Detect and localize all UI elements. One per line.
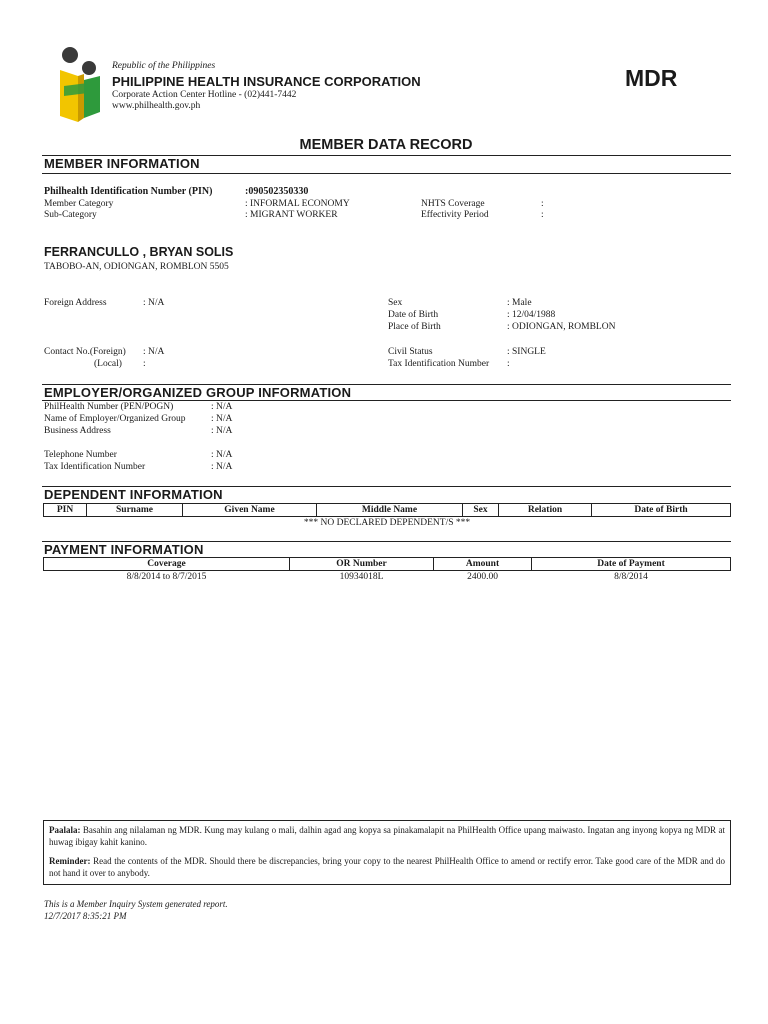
col-or-number: OR Number [290,558,434,571]
dependent-table [43,503,731,529]
sub-category-value: : MIGRANT WORKER [245,210,338,220]
table-row [44,517,731,529]
dob-label: Date of Birth [388,310,439,320]
employer-pen-value: : N/A [211,402,233,412]
telephone-value: : N/A [211,450,233,460]
pob-value: : ODIONGAN, ROMBLON [507,322,616,332]
payment-coverage: 8/8/2014 to 8/7/2015 [126,571,207,582]
reminder-text: Read the contents of the MDR. Should there be discrepancies, bring your copy to the nearest PhilHealth Office to amend or rectify error. Take good care of the MDR and do not hand it over to anybody. [49,856,725,878]
civil-status-label: Civil Status [388,347,433,357]
philhealth-logo [56,46,104,122]
col-coverage: Coverage [44,558,290,571]
paalala-label: Paalala: [49,825,81,835]
col-amount: Amount [434,558,532,571]
col-surname: Surname [87,504,183,517]
reminder-paragraph [49,856,725,879]
payment-date: 8/8/2014 [614,571,648,582]
divider [42,400,731,401]
civil-status-value: : SINGLE [507,347,546,357]
col-sex: Sex [463,504,499,517]
sex-value: : Male [507,298,532,308]
col-date-of-birth: Date of Birth [592,504,731,517]
tin-label: Tax Identification Number [388,359,490,369]
corporation-name: PHILIPPINE HEALTH INSURANCE CORPORATION [112,74,421,89]
nhts-value: : [541,199,544,209]
contact-foreign-label: Contact No.(Foreign) [44,347,126,357]
col-date-of-payment: Date of Payment [532,558,731,571]
website-link[interactable]: www.philhealth.gov.ph [112,101,201,111]
effectivity-label: Effectivity Period [421,210,489,220]
payment-table [43,557,731,583]
generated-note: This is a Member Inquiry System generated report. [44,899,228,909]
paalala-paragraph [49,825,725,848]
payment-table-header [44,558,731,571]
pin-label: Philhealth Identification Number (PIN) [44,186,213,197]
business-address-value: : N/A [211,426,233,436]
member-section-title: MEMBER INFORMATION [44,156,200,171]
notice-box [43,820,731,885]
no-dependents-message: *** NO DECLARED DEPENDENT/S *** [303,517,471,528]
hotline-text: Corporate Action Center Hotline - (02)441-7442 [112,90,297,100]
pin-value: :090502350330 [245,186,309,197]
col-middle-name: Middle Name [317,504,463,517]
telephone-label: Telephone Number [44,450,117,460]
member-name: FERRANCULLO , BRYAN SOLIS [44,245,234,259]
col-given-name: Given Name [183,504,317,517]
employer-name-value: : N/A [211,414,233,424]
employer-tin-value: : N/A [211,462,233,472]
employer-section-title: EMPLOYER/ORGANIZED GROUP INFORMATION [44,385,352,400]
dependent-section-title: DEPENDENT INFORMATION [44,487,223,502]
sex-label: Sex [388,298,403,308]
member-address: TABOBO-AN, ODIONGAN, ROMBLON 5505 [44,262,229,272]
sub-category-label: Sub-Category [44,210,97,220]
contact-foreign-value: : N/A [143,347,165,357]
effectivity-value: : [541,210,544,220]
document-title: MEMBER DATA RECORD [299,137,473,153]
contact-local-value: : [143,359,146,369]
republic-label: Republic of the Philippines [112,61,216,71]
reminder-label: Reminder: [49,856,91,866]
member-category-value: : INFORMAL ECONOMY [245,199,350,209]
employer-name-label: Name of Employer/Organized Group [44,414,186,424]
foreign-address-value: : N/A [143,298,165,308]
employer-tin-label: Tax Identification Number [44,462,146,472]
document-code: MDR [625,65,678,91]
pob-label: Place of Birth [388,322,441,332]
col-pin: PIN [44,504,87,517]
tin-value: : [507,359,510,369]
business-address-label: Business Address [44,426,111,436]
payment-or-number: 10934018L [339,571,384,582]
col-relation: Relation [499,504,592,517]
dob-value: : 12/04/1988 [507,310,556,320]
table-row [44,571,731,583]
contact-local-label: (Local) [94,359,122,369]
payment-amount: 2400.00 [467,571,498,582]
nhts-label: NHTS Coverage [421,199,485,209]
generated-timestamp: 12/7/2017 8:35:21 PM [44,911,127,921]
foreign-address-label: Foreign Address [44,298,107,308]
payment-section-title: PAYMENT INFORMATION [44,542,204,557]
divider [42,173,731,174]
paalala-text: Basahin ang nilalaman ng MDR. Kung may kulang o mali, dalhin agad ang kopya sa pinakamalapit na PhilHealth Office upang maiwasto. Ingatan ang inyong kopya ng MDR at huwag ibigay kahit kanino. [49,825,725,847]
dependent-table-header [44,504,731,517]
member-category-label: Member Category [44,199,114,209]
employer-pen-label: PhilHealth Number (PEN/POGN) [44,402,174,412]
